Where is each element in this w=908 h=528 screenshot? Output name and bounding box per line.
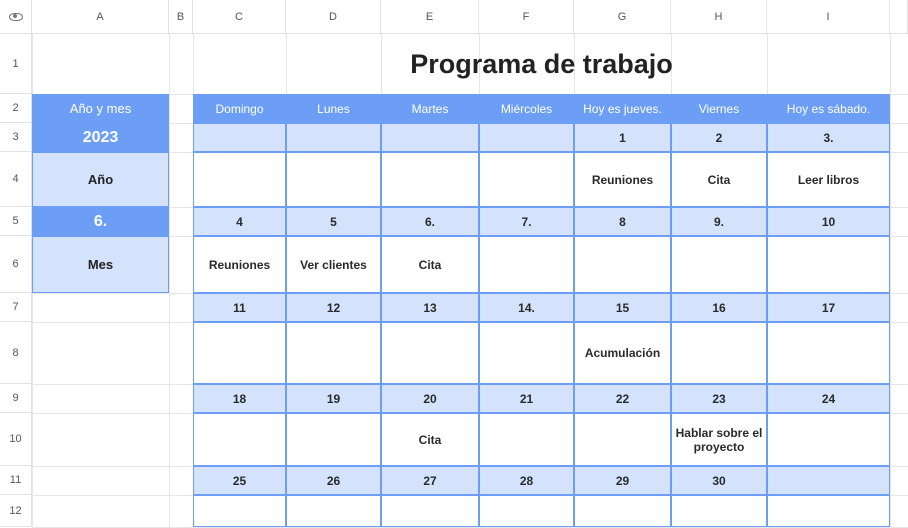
column-header-e[interactable]: E bbox=[381, 0, 479, 34]
row-header-2[interactable]: 2 bbox=[0, 94, 32, 123]
event-cell[interactable] bbox=[193, 495, 286, 527]
event-cell[interactable]: Cita bbox=[671, 152, 767, 207]
column-header-a[interactable]: A bbox=[32, 0, 169, 34]
column-header-h[interactable]: H bbox=[671, 0, 767, 34]
event-cell[interactable] bbox=[671, 236, 767, 293]
day-number-cell[interactable]: 24 bbox=[767, 384, 890, 413]
day-number-cell[interactable]: 2 bbox=[671, 123, 767, 152]
month-label-cell[interactable]: Mes bbox=[32, 236, 169, 293]
event-cell[interactable] bbox=[671, 322, 767, 384]
event-cell[interactable] bbox=[767, 236, 890, 293]
event-cell[interactable] bbox=[574, 413, 671, 466]
event-cell[interactable]: Ver clientes bbox=[286, 236, 381, 293]
event-cell[interactable] bbox=[767, 495, 890, 527]
gridline-vertical bbox=[890, 34, 891, 527]
day-number-cell[interactable]: 16 bbox=[671, 293, 767, 322]
event-cell[interactable] bbox=[479, 236, 574, 293]
column-header-c[interactable]: C bbox=[193, 0, 286, 34]
event-cell[interactable] bbox=[574, 495, 671, 527]
day-number-cell[interactable] bbox=[193, 123, 286, 152]
day-number-cell[interactable]: 9. bbox=[671, 207, 767, 236]
day-number-cell[interactable]: 3. bbox=[767, 123, 890, 152]
eye-icon[interactable] bbox=[9, 13, 23, 21]
column-header-g[interactable]: G bbox=[574, 0, 671, 34]
year-value-cell[interactable]: 2023 bbox=[32, 123, 169, 152]
event-cell[interactable] bbox=[767, 413, 890, 466]
row-header-6[interactable]: 6 bbox=[0, 236, 32, 293]
row-header-12[interactable]: 12 bbox=[0, 495, 32, 527]
day-number-cell[interactable]: 15 bbox=[574, 293, 671, 322]
month-value-cell[interactable]: 6. bbox=[32, 207, 169, 236]
gridline-vertical bbox=[169, 34, 170, 527]
year-month-label[interactable]: Año y mes bbox=[32, 94, 169, 123]
event-cell[interactable] bbox=[381, 322, 479, 384]
select-all-corner[interactable] bbox=[0, 0, 32, 34]
column-header-b[interactable]: B bbox=[169, 0, 193, 34]
day-number-cell[interactable]: 12 bbox=[286, 293, 381, 322]
day-number-cell[interactable]: 8 bbox=[574, 207, 671, 236]
day-number-cell[interactable]: 28 bbox=[479, 466, 574, 495]
event-cell[interactable]: Cita bbox=[381, 236, 479, 293]
day-number-cell[interactable]: 4 bbox=[193, 207, 286, 236]
weekday-header[interactable]: Miércoles bbox=[479, 94, 574, 123]
day-number-cell[interactable]: 23 bbox=[671, 384, 767, 413]
event-cell[interactable] bbox=[286, 413, 381, 466]
event-cell[interactable] bbox=[479, 495, 574, 527]
event-cell[interactable]: Cita bbox=[381, 413, 479, 466]
weekday-header[interactable]: Domingo bbox=[193, 94, 286, 123]
day-number-cell[interactable]: 22 bbox=[574, 384, 671, 413]
event-cell[interactable] bbox=[286, 495, 381, 527]
day-number-cell[interactable]: 25 bbox=[193, 466, 286, 495]
day-number-cell[interactable]: 29 bbox=[574, 466, 671, 495]
event-cell[interactable]: Reuniones bbox=[193, 236, 286, 293]
event-cell[interactable] bbox=[193, 152, 286, 207]
page-title: Programa de trabajo bbox=[410, 48, 673, 79]
event-cell[interactable] bbox=[479, 322, 574, 384]
day-number-cell[interactable]: 11 bbox=[193, 293, 286, 322]
row-header-8[interactable]: 8 bbox=[0, 322, 32, 384]
weekday-header[interactable]: Hoy es sábado. bbox=[767, 94, 890, 123]
event-cell[interactable] bbox=[479, 152, 574, 207]
column-header-i[interactable]: I bbox=[767, 0, 890, 34]
event-cell[interactable] bbox=[286, 322, 381, 384]
row-header-3[interactable]: 3 bbox=[0, 123, 32, 152]
row-header-11[interactable]: 11 bbox=[0, 466, 32, 495]
day-number-cell[interactable]: 20 bbox=[381, 384, 479, 413]
day-number-cell[interactable]: 18 bbox=[193, 384, 286, 413]
day-number-cell[interactable] bbox=[767, 466, 890, 495]
day-number-cell[interactable] bbox=[286, 123, 381, 152]
row-header-7[interactable]: 7 bbox=[0, 293, 32, 322]
weekday-header[interactable]: Hoy es jueves. bbox=[574, 94, 671, 123]
event-cell[interactable] bbox=[193, 322, 286, 384]
event-cell[interactable] bbox=[479, 413, 574, 466]
day-number-cell[interactable]: 5 bbox=[286, 207, 381, 236]
weekday-header[interactable]: Viernes bbox=[671, 94, 767, 123]
event-cell[interactable]: Leer libros bbox=[767, 152, 890, 207]
row-header-1[interactable]: 1 bbox=[0, 34, 32, 94]
event-cell[interactable] bbox=[671, 495, 767, 527]
year-label-cell[interactable]: Año bbox=[32, 152, 169, 207]
day-number-cell[interactable]: 1 bbox=[574, 123, 671, 152]
day-number-cell[interactable]: 13 bbox=[381, 293, 479, 322]
day-number-cell[interactable]: 26 bbox=[286, 466, 381, 495]
day-number-cell[interactable]: 7. bbox=[479, 207, 574, 236]
column-header-d[interactable]: D bbox=[286, 0, 381, 34]
row-header-9[interactable]: 9 bbox=[0, 384, 32, 413]
day-number-cell[interactable]: 10 bbox=[767, 207, 890, 236]
event-cell[interactable] bbox=[381, 495, 479, 527]
day-number-cell[interactable]: 30 bbox=[671, 466, 767, 495]
event-cell[interactable]: Acumulación bbox=[574, 322, 671, 384]
day-number-cell[interactable]: 27 bbox=[381, 466, 479, 495]
event-cell[interactable]: Hablar sobre el proyecto bbox=[671, 413, 767, 466]
event-cell[interactable] bbox=[286, 152, 381, 207]
day-number-cell[interactable]: 21 bbox=[479, 384, 574, 413]
event-cell[interactable]: Reuniones bbox=[574, 152, 671, 207]
row-header-5[interactable]: 5 bbox=[0, 207, 32, 236]
weekday-header[interactable]: Lunes bbox=[286, 94, 381, 123]
row-header-4[interactable]: 4 bbox=[0, 152, 32, 207]
day-number-cell[interactable] bbox=[479, 123, 574, 152]
day-number-cell[interactable] bbox=[381, 123, 479, 152]
day-number-cell[interactable]: 17 bbox=[767, 293, 890, 322]
event-cell[interactable] bbox=[193, 413, 286, 466]
column-header-blank[interactable] bbox=[890, 0, 908, 34]
row-header-10[interactable]: 10 bbox=[0, 413, 32, 466]
day-number-cell[interactable]: 6. bbox=[381, 207, 479, 236]
day-number-cell[interactable]: 14. bbox=[479, 293, 574, 322]
event-cell[interactable] bbox=[381, 152, 479, 207]
weekday-header[interactable]: Martes bbox=[381, 94, 479, 123]
day-number-cell[interactable]: 19 bbox=[286, 384, 381, 413]
event-cell[interactable] bbox=[767, 322, 890, 384]
column-header-f[interactable]: F bbox=[479, 0, 574, 34]
event-cell[interactable] bbox=[574, 236, 671, 293]
